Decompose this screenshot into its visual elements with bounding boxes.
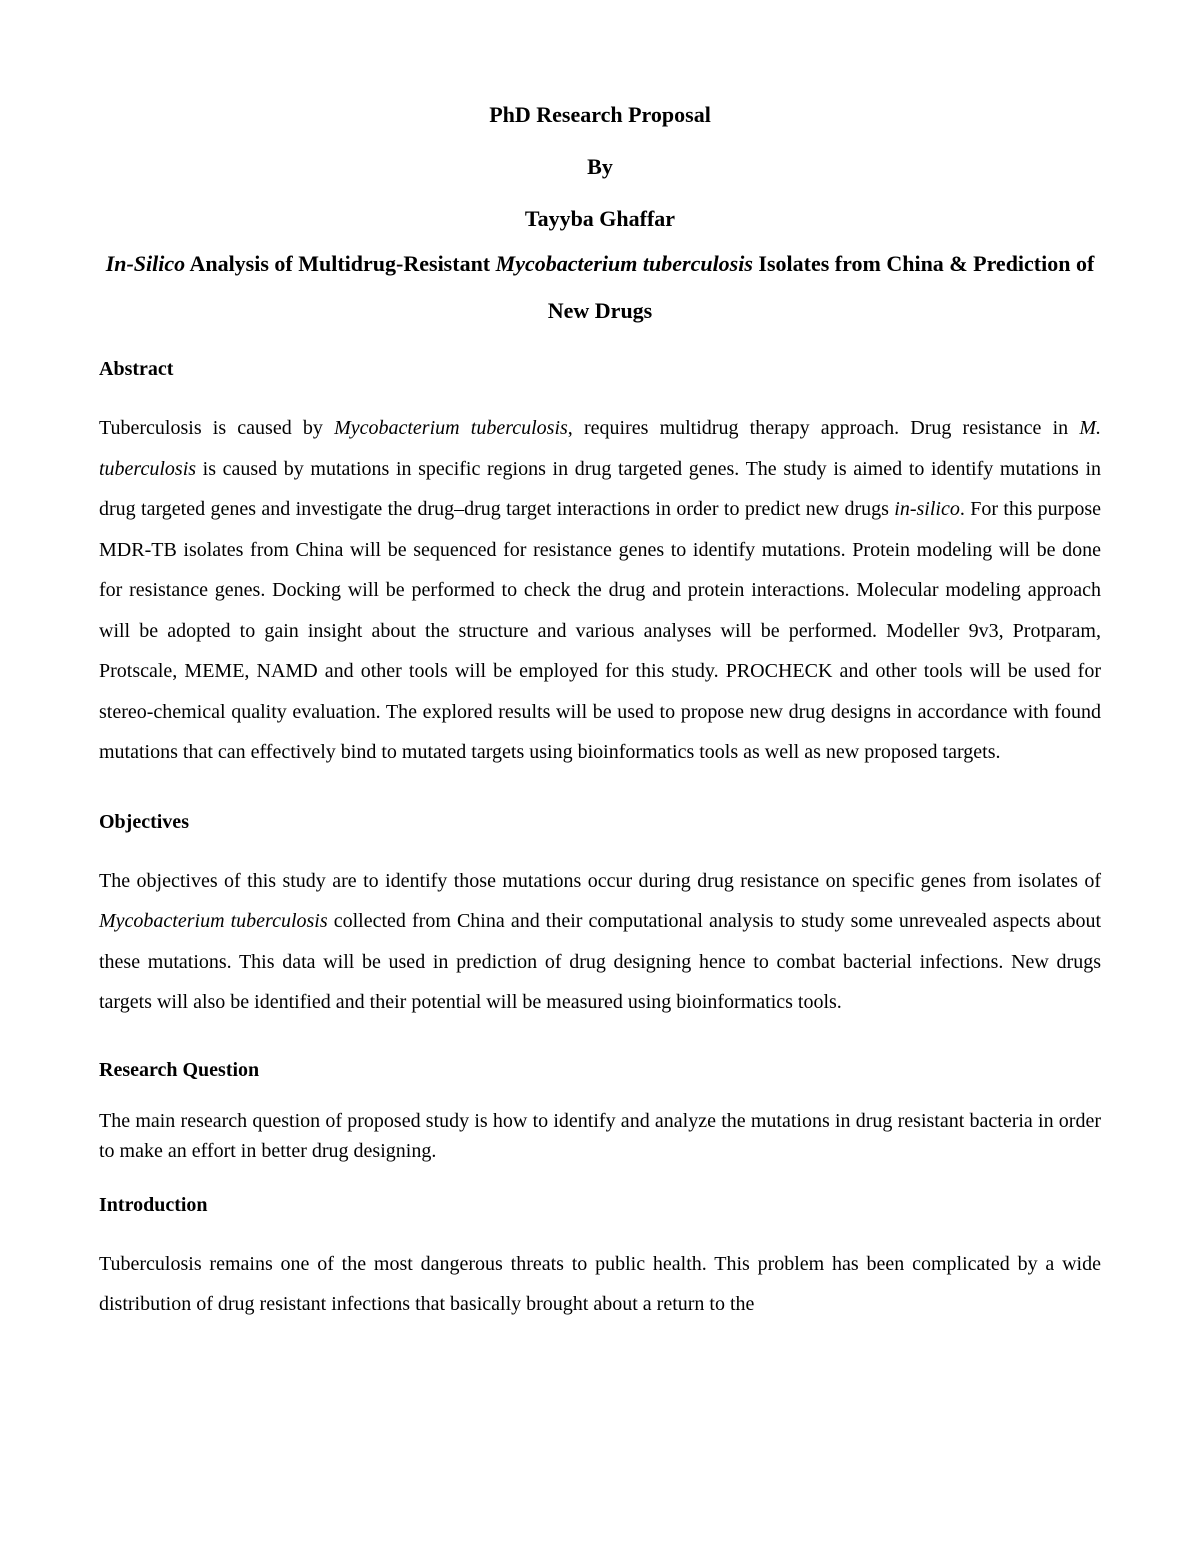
- objectives-text-1: The objectives of this study are to identify those mutations occur during drug resistance on specific genes from isolates of: [99, 869, 1101, 892]
- introduction-paragraph: Tuberculosis remains one of the most dangerous threats to public health. This problem has been complicated by a wide distribution of drug resistant infections that basically brought about a return to the: [99, 1252, 1101, 1315]
- research-question-heading: Research Question: [99, 1058, 260, 1081]
- objectives-heading: Objectives: [99, 810, 189, 833]
- subject-organism: Mycobacterium tuberculosis: [495, 251, 753, 276]
- subject-text-2: Isolates from China & Prediction of New Drugs: [547, 251, 1095, 323]
- author-name: Tayyba Ghaffar: [524, 206, 676, 231]
- proposal-subject: [99, 240, 1101, 336]
- subject-text-1: Analysis of Multidrug-Resistant: [185, 251, 496, 276]
- by-line: By: [587, 154, 613, 179]
- objectives-paragraph: [99, 861, 1101, 1023]
- document-title: PhD Research Proposal: [489, 102, 711, 127]
- objectives-organism: Mycobacterium tuberculosis: [99, 910, 328, 932]
- abstract-text-2: , requires multidrug therapy approach. Drug resistance in: [567, 417, 1080, 439]
- objectives-text-2: collected from China and their computational analysis to study some unrevealed aspects about these mutations. This data will be used in prediction of drug designing hence to combat bacterial infections. New drugs targets will also be identified and their potential will be measured using bioinformatics tools.: [99, 910, 1102, 1013]
- introduction-heading: Introduction: [99, 1193, 208, 1216]
- document-page: [99, 96, 1101, 1325]
- abstract-in-silico: in-silico: [894, 498, 960, 520]
- abstract-text-4: . For this purpose MDR-TB isolates from China will be sequenced for resistance genes to identify mutations. Protein modeling will be done for resistance genes. Docking will be performed to check the drug and protein interactions. Molecular modeling approach will be adopted to gain insight about the structure and various analyses will be performed. Modeller 9v3, Protparam, Protscale, MEME, NAMD and other tools will be employed for this study. PROCHECK and other tools will be used for stereo-chemical quality evaluation. The explored results will be used to propose new drug designs in accordance with found mutations that can effectively bind to mutated targets using bioinformatics tools as well as new proposed targets.: [99, 498, 1101, 763]
- abstract-text-3: is caused by mutations in specific regions in drug targeted genes. The study is aimed to identify mutations in drug targeted genes and investigate the drug–drug target interactions in order to predict new drugs: [99, 457, 1101, 520]
- subject-in-silico: In-Silico: [105, 251, 186, 276]
- abstract-heading: Abstract: [99, 358, 174, 380]
- abstract-paragraph: [99, 408, 1101, 773]
- abstract-text-1: Tuberculosis is caused by: [99, 417, 335, 439]
- research-question-paragraph: The main research question of proposed study is how to identify and analyze the mutations in drug resistant bacteria in order to make an effort in better drug designing.: [99, 1109, 1101, 1162]
- abstract-organism: Mycobacterium tuberculosis: [334, 417, 568, 439]
- abstract-organism-short: M. tuberculosis: [99, 417, 1101, 480]
